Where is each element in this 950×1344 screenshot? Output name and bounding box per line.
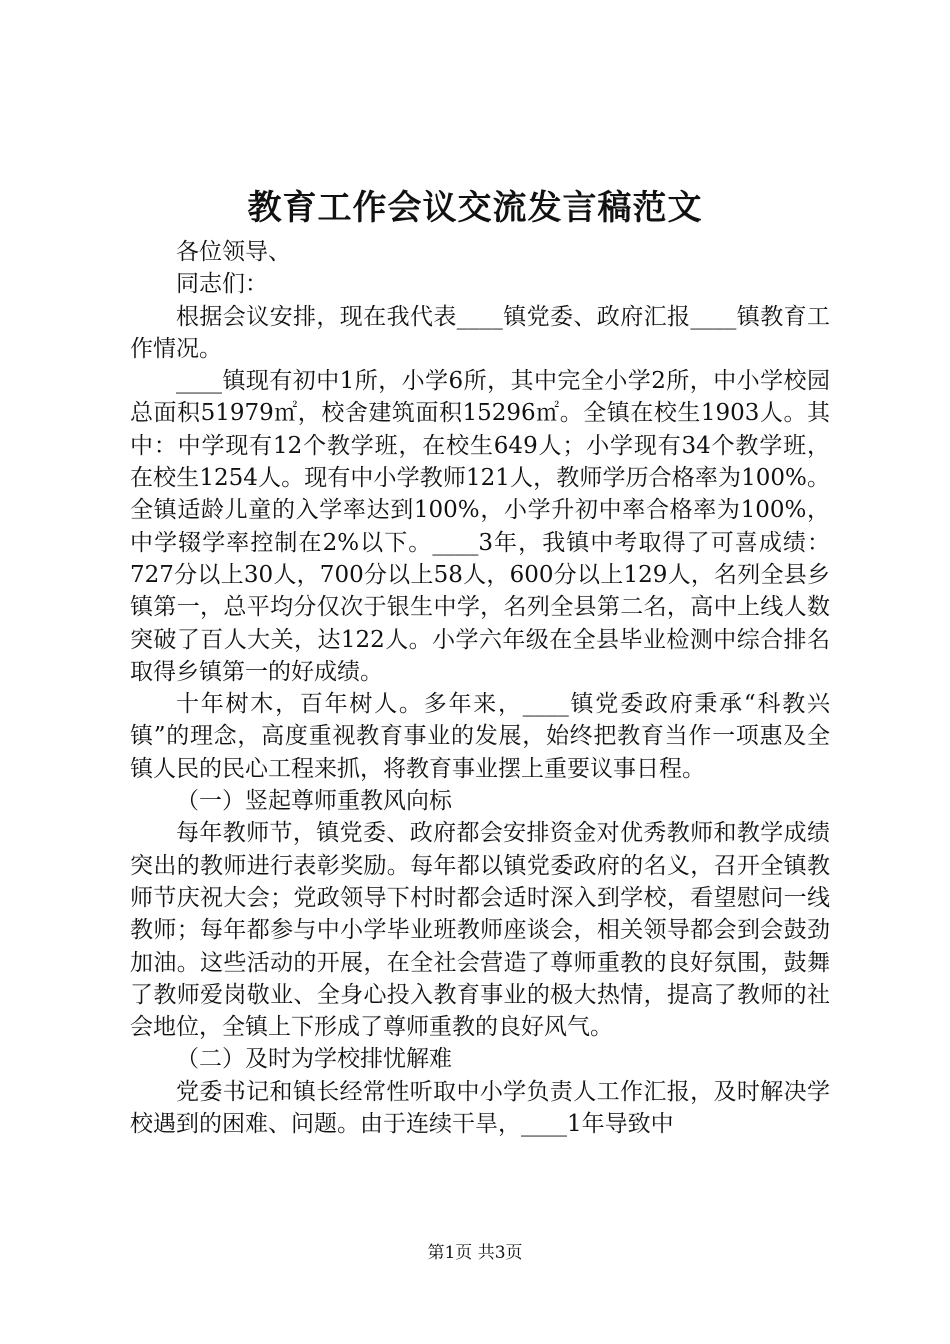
body-paragraph: ____镇现有初中1所，小学6所，其中完全小学2所，中小学校园总面积51979㎡，校舍建筑面积15296㎡。全镇在校生1903人。其中：中学现有12个教学班，在校生649人；小学现有34个教学班，在校生1254人。现有中小学教师121人，教师学历合格率为100%。全镇适龄儿童的入学率达到100%，小学升初中率合格率为100%，中学辍学率控制在2%以下。____3年，我镇中考取得了可喜成绩：727分以上30人，700分以上58人，600分以上129人，名列全县乡镇第一，总平均分仅次于银生中学，名列全县第二名，高中上线人数突破了百人大关，达122人。小学六年级在全县毕业检测中综合排名取得乡镇第一的好成绩。 <box>130 368 830 685</box>
body-paragraph: 每年教师节，镇党委、政府都会安排资金对优秀教师和教学成绩突出的教师进行表彰奖励。每年都以镇党委政府的名义，召开全镇教师节庆祝大会；党政领导下村时都会适时深入到学校，看望慰问一线教师；每年都参与中小学毕业班教师座谈会，相关领导都会到会鼓劲加油。这些活动的开展，在全社会营造了尊师重教的良好氛围，鼓舞了教师爱岗敬业、全身心投入教育事业的极大热情，提高了教师的社会地位，全镇上下形成了尊师重教的良好风气。 <box>130 820 830 1041</box>
document-title: 教育工作会议交流发言稿范文 <box>247 188 703 228</box>
body-paragraph: 党委书记和镇长经常性听取中小学负责人工作汇报，及时解决学校遇到的困难、问题。由于连续干旱，____1年导致中 <box>130 1078 830 1138</box>
body-paragraph: 十年树木，百年树人。多年来，____镇党委政府秉承“科教兴镇”的理念，高度重视教育事业的发展，始终把教育当作一项惠及全镇人民的民心工程来抓，将教育事业摆上重要议事日程。 <box>130 691 830 782</box>
section-heading: （一）竖起尊师重教风向标 <box>176 788 452 815</box>
document-body <box>130 236 830 1140</box>
salutation-line: 同志们： <box>176 271 268 298</box>
page-footer: 第1页 共3页 <box>427 1243 523 1263</box>
body-paragraph: 根据会议安排，现在我代表____镇党委、政府汇报____镇教育工作情况。 <box>130 303 830 362</box>
section-heading: （二）及时为学校排忧解难 <box>176 1046 452 1073</box>
salutation-line: 各位领导、 <box>176 239 291 265</box>
